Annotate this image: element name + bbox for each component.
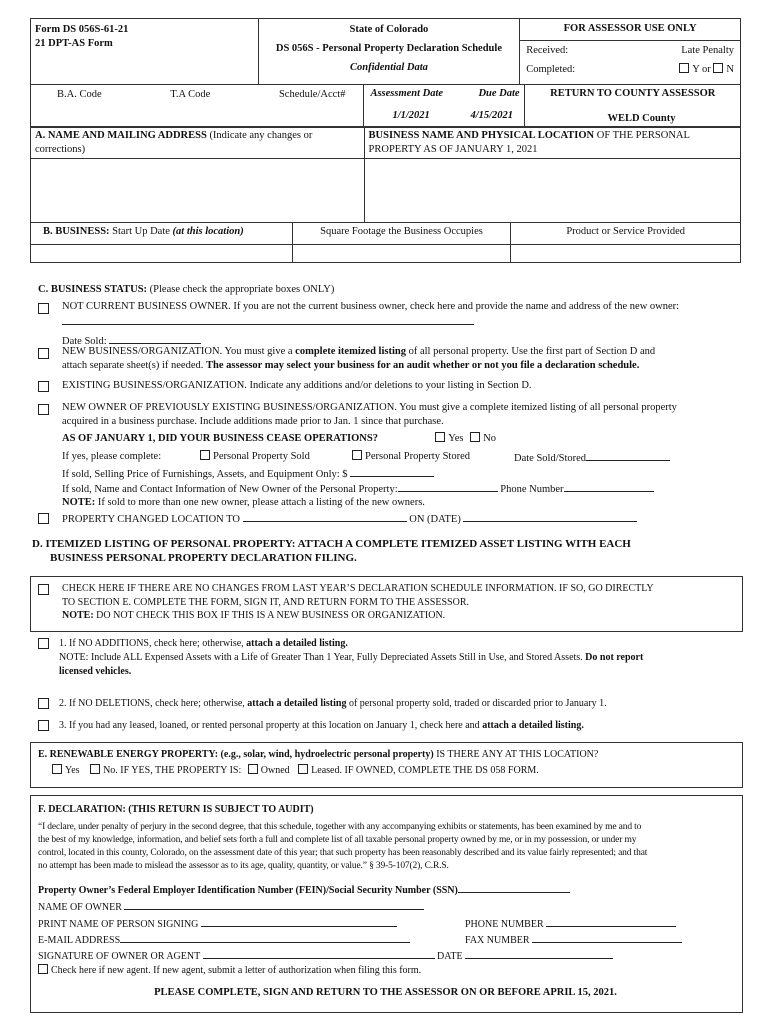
header-table [30,18,741,85]
cease-operations-row [62,432,496,446]
renewable-leased-label: Leased. IF OWNED, COMPLETE THE DS 058 FORM. [311,764,539,776]
section-e-question: IS THERE ANY AT THIS LOCATION? [436,749,599,760]
section-c-title: C. BUSINESS STATUS: [38,284,148,295]
due-date-label: Due Date [478,88,520,99]
section-f-title: F. DECLARATION: (THIS RETURN IS SUBJECT TO AUDIT) [38,804,314,815]
pp-sold-label: Personal Property Sold [213,451,310,462]
late-penalty-no-checkbox[interactable] [713,63,723,73]
startup-label: Start Up Date [112,226,170,237]
selling-price-label: If sold, Selling Price of Furnishings, Assets, and Equipment Only: $ [62,469,348,480]
owner-name-field[interactable] [124,899,424,910]
cease-no-checkbox[interactable] [470,432,480,442]
received-label: Received: [526,44,569,56]
yn-label: Y or [692,64,711,76]
phone-number-label: Phone Number [500,484,564,495]
item1-bold: attach a detailed listing. [246,638,348,649]
date-sold-stored-label: Date Sold/Stored [514,453,587,464]
startup-header [31,223,293,245]
phone-field[interactable] [546,916,676,927]
cease-no-label: No [483,433,496,444]
changed-location-label: PROPERTY CHANGED LOCATION TO [62,514,240,525]
renewable-yes-checkbox[interactable] [52,764,62,774]
existing-business-text: EXISTING BUSINESS/ORGANIZATION. Indicate any additions and/or deletions to your listing in Section D. [62,380,532,391]
if-yes-label: If yes, please complete: [62,451,162,462]
assessor-use-title: FOR ASSESSOR USE ONLY [563,23,697,34]
email-row [38,932,410,947]
item1-note: NOTE: Include ALL Expensed Assets with a Life of Greater Than 1 Year, Fully Depreciated Assets Still in Use, and Stored Assets. [59,652,583,663]
new-agent-checkbox[interactable] [38,964,48,974]
no-additions-checkbox[interactable] [38,638,49,649]
phone-row [465,916,676,931]
owner-name-label: NAME OF OWNER [38,902,122,913]
new-owner-text-a: NEW OWNER OF PREVIOUSLY EXISTING BUSINESS/ORGANIZATION. You must give a complete itemized listing of all personal property [62,402,677,413]
renewable-no-label: No. IF YES, THE PROPERTY IS: [103,764,242,776]
note-label: NOTE: [62,497,96,508]
on-date-label: ON (DATE) [409,514,461,525]
due-date-value: 4/15/2021 [470,110,514,121]
new-owner-line[interactable] [62,324,474,325]
assessment-date-value: 1/1/2021 [392,110,430,121]
changed-location-row [62,511,637,527]
product-header: Product or Service Provided [511,223,741,245]
cease-yes-label: Yes [448,433,464,444]
confidential-label: Confidential Data [349,62,428,74]
leased-property-text [59,719,584,732]
ta-code-label: T.A Code [170,89,211,100]
section-d-heading [32,538,631,566]
new-owner-contact-label: If sold, Name and Contact Information of New Owner of the Personal Property: [62,484,398,495]
section-a-note: (Indicate any changes or corrections) [35,130,313,155]
new-owner-checkbox[interactable] [38,404,49,415]
section-d-title-2: BUSINESS PERSONAL PROPERTY DECLARATION FILING. [50,551,357,564]
print-name-field[interactable] [201,916,397,927]
sqft-field[interactable] [292,245,511,263]
new-location-field[interactable] [243,511,407,522]
print-name-row [38,916,397,931]
late-penalty-label: Late Penalty [681,44,734,56]
return-to-label: RETURN TO COUNTY ASSESSOR [550,88,716,99]
section-e-content [38,747,598,778]
cease-operations-question: AS OF JANUARY 1, DID YOUR BUSINESS CEASE OPERATIONS? [62,433,378,444]
renewable-owned-label: Owned [260,764,290,776]
item3-text: 3. If you had any leased, loaned, or rented personal property at this location on January 1, check here and [59,720,480,731]
no-additions-text [59,637,749,679]
new-owner-text-b: acquired in a business purchase. Include additions made prior to Jan. 1 since that purchase. [62,415,444,427]
fax-label: FAX NUMBER [465,935,530,946]
business-location-header [364,127,740,159]
new-business-text-c: of all personal property. Use the first part of Section D and [408,346,656,357]
no-changes-text-2: TO SECTION E. COMPLETE THE FORM, SIGN IT, AND RETURN FORM TO THE ASSESSOR. [62,596,469,608]
signature-field[interactable] [203,948,435,959]
new-business-text-a: NEW BUSINESS/ORGANIZATION. You must give a [62,346,293,357]
item3-bold: attach a detailed listing. [482,720,584,731]
no-deletions-text [59,697,607,710]
new-business-checkbox[interactable] [38,348,49,359]
new-owner-contact-field[interactable] [398,481,498,492]
pp-sold-checkbox[interactable] [200,450,210,460]
new-agent-label: Check here if new agent. If new agent, submit a letter of authorization when filing this form. [51,965,422,976]
phone-number-field[interactable] [564,481,654,492]
completed-label: Completed: [526,64,576,76]
cease-yes-checkbox[interactable] [435,432,445,442]
mailing-address-field[interactable] [31,159,365,223]
fein-field[interactable] [458,882,570,893]
declaration-line-2: the best of my knowledge, information, and belief sets forth a full and complete list of all taxable personal property owned by me, or in my possession, or under my [38,835,637,846]
assessment-date-label: Assessment Date [370,88,444,99]
section-b-title: B. BUSINESS: [43,226,110,237]
new-owner-contact-row [62,481,654,497]
note-text: If sold to more than one new owner, please attach a listing of the new owners. [97,497,425,508]
phone-label: PHONE NUMBER [465,919,544,930]
new-business-text-d: attach separate sheet(s) if needed. [62,359,204,371]
declaration-line-3: control, located in this county, Colorado, on the assessment date of this year; that such property has been reasonably described and its value fairly represented; and that [38,848,648,859]
no-changes-text-1: CHECK HERE IF THERE ARE NO CHANGES FROM LAST YEAR’S DECLARATION SCHEDULE INFORMATION. IF SO, GO DIRECTLY [62,583,654,594]
new-owner-text [62,401,740,428]
owner-name-row [38,899,424,914]
no-changes-text [62,582,654,623]
item2-bold: attach a detailed listing [247,698,347,709]
startup-note: (at this location) [172,226,244,237]
fein-row [38,882,570,897]
form-title: DS 056S - Personal Property Declaration Schedule [275,42,502,54]
item1-text: 1. If NO ADDITIONS, check here; otherwise, [59,638,244,649]
signature-label: SIGNATURE OF OWNER OR AGENT [38,951,201,962]
not-current-owner-text: NOT CURRENT BUSINESS OWNER. If you are not the current business owner, check here and provide the name and address of the new owner: [62,301,680,312]
print-name-label: PRINT NAME OF PERSON SIGNING [38,919,199,930]
pp-stored-label: Personal Property Stored [365,451,470,462]
item2-text-c: of personal property sold, traded or discarded prior to January 1. [348,698,607,709]
changed-location-checkbox[interactable] [38,513,49,524]
declaration-text [38,821,647,873]
section-a-table [30,126,741,223]
selling-price-row [62,466,434,482]
form-subtitle: 21 DPT-AS Form [35,37,113,49]
state-label: State of Colorado [349,24,429,35]
date-sold-label: Date Sold: [62,336,107,347]
item1-note-bold: Do not report [585,652,644,663]
form-number: Form DS 056S-61-21 [35,24,129,35]
existing-business-checkbox[interactable] [38,381,49,392]
email-field[interactable] [120,932,410,943]
fax-field[interactable] [532,932,682,943]
section-b-table [30,222,741,263]
product-field[interactable] [511,245,741,263]
fein-label: Property Owner’s Federal Employer Identification Number (FEIN)/Social Security Number (SSN) [38,885,458,896]
n-label: N [726,64,734,76]
schedule-label: Schedule/Acct# [278,89,346,100]
business-location-field[interactable] [364,159,740,223]
assessor-use-cell [520,19,741,85]
email-label: E-MAIL ADDRESS [38,935,121,946]
section-a-title: A. NAME AND MAILING ADDRESS [35,130,207,141]
section-e-title: E. RENEWABLE ENERGY PROPERTY: (e.g., solar, wind, hydroelectric personal property) [38,749,434,760]
not-current-owner-checkbox[interactable] [38,303,49,314]
change-date-field[interactable] [463,511,637,522]
form-id-cell [31,19,259,85]
leased-property-checkbox[interactable] [38,720,49,731]
no-changes-checkbox[interactable] [38,584,49,595]
business-location-note: OF THE PERSONAL PROPERTY AS OF JANUARY 1, 2021 [368,130,690,155]
date-sold-stored-field[interactable] [586,450,670,461]
renewable-leased-checkbox[interactable] [298,764,308,774]
codes-cell [31,85,364,128]
signature-date-field[interactable] [465,948,613,959]
item1-note-bold-2: licensed vehicles. [59,666,132,677]
signature-date-label: DATE [437,951,463,962]
late-penalty-yes-checkbox[interactable] [679,63,689,73]
section-c-note: (Please check the appropriate boxes ONLY) [149,284,335,295]
declaration-line-1: “I declare, under penalty of perjury in the second degree, that this schedule, together with any accompanying exhibits or statements, has been examined by me and to [38,822,642,832]
item2-text: 2. If NO DELETIONS, check here; otherwise, [59,698,245,709]
codes-table [30,84,741,128]
new-business-text [62,345,740,372]
section-d-title-1: D. ITEMIZED LISTING OF PERSONAL PROPERTY: ATTACH A COMPLETE ITEMIZED ASSET LISTING WITH EACH [32,538,631,550]
no-deletions-checkbox[interactable] [38,698,49,709]
form-title-cell [258,19,520,85]
business-location-title: BUSINESS NAME AND PHYSICAL LOCATION [368,130,595,141]
signature-row [38,948,613,963]
multiple-owners-note [62,496,425,510]
sqft-header: Square Footage the Business Occupies [292,223,511,245]
new-business-text-b: complete itemized listing [295,346,406,357]
no-changes-note: DO NOT CHECK THIS BOX IF THIS IS A NEW BUSINESS OR ORGANIZATION. [96,610,446,621]
renewable-owned-checkbox[interactable] [248,764,258,774]
selling-price-field[interactable] [350,466,434,477]
fax-row [465,932,682,947]
new-agent-row [38,964,421,977]
date-sold-field[interactable] [109,333,201,344]
ba-code-label: B.A. Code [57,89,102,100]
if-yes-row [62,450,742,464]
no-changes-note-label: NOTE: [62,610,94,621]
mailing-address-header [31,127,365,159]
county-label: WELD County [607,113,676,124]
renewable-yes-label: Yes [65,764,80,776]
startup-date-field[interactable] [31,245,293,263]
renewable-no-checkbox[interactable] [90,764,100,774]
footer-instruction: PLEASE COMPLETE, SIGN AND RETURN TO THE ASSESSOR ON OR BEFORE APRIL 15, 2021. [154,987,617,998]
section-c-heading [38,283,334,297]
dates-cell [364,85,741,128]
declaration-line-4: no attempt has been made to mislead the assessor as to its age, quality, quantity, or value.” § 39-5-107(2), C.R.S. [38,861,449,872]
new-business-audit-warning: The assessor may select your business for an audit whether or not you file a declaration schedule. [206,359,640,371]
pp-stored-checkbox[interactable] [352,450,362,460]
